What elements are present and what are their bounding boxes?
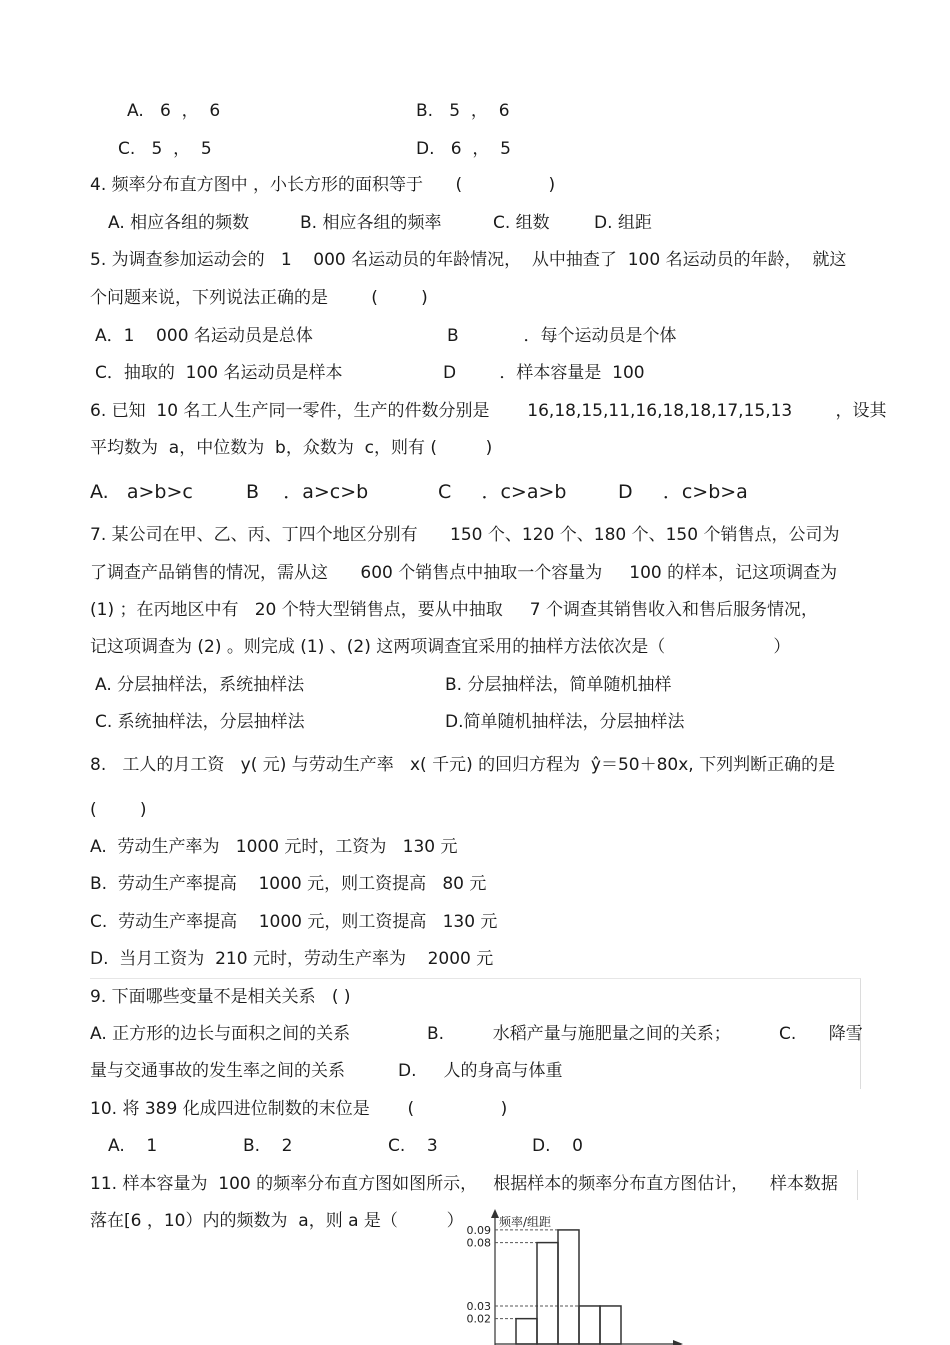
histogram-bar bbox=[558, 1230, 579, 1344]
q7-option-b: B. 分层抽样法，简单随机抽样 bbox=[445, 675, 672, 695]
q7-stem-line2: 了调查产品销售的情况，需从这 600 个销售点中抽取一个容量为 100 的样本，记这项调查为 bbox=[90, 563, 838, 583]
q10-option-b: B. 2 bbox=[243, 1136, 293, 1156]
y-tick-label: 0.03 bbox=[466, 1299, 491, 1313]
q6-option-c: C ．c>a>b bbox=[438, 481, 567, 503]
q7-stem-line3: (1) ；在丙地区中有 20 个特大型销售点，要从中抽取 7 个调查其销售收入和售后服务情况， bbox=[90, 600, 818, 620]
histogram-bar bbox=[579, 1306, 600, 1344]
histogram-bar bbox=[516, 1319, 537, 1344]
q9-option-c-cont: 量与交通事故的发生率之间的关系 bbox=[90, 1061, 345, 1081]
q10-stem: 10. 将 389 化成四进位制数的末位是 ( ) bbox=[90, 1099, 508, 1119]
q3-option-a: A. 6 ， 6 bbox=[127, 101, 221, 121]
q7-option-d: D.简单随机抽样法，分层抽样法 bbox=[445, 712, 685, 732]
q5-option-d: D ．样本容量是 100 bbox=[443, 363, 645, 383]
q9-option-c: C. 降雪 bbox=[779, 1024, 863, 1044]
q6-stem-line2: 平均数为 a，中位数为 b，众数为 c，则有 ( ) bbox=[90, 438, 493, 458]
q3-option-d: D. 6 ， 5 bbox=[416, 139, 511, 159]
q5-stem-line2: 个问题来说，下列说法正确的是 ( ) bbox=[90, 288, 428, 308]
q11-stem-line2: 落在[6 ，10）内的频数为 a，则 a 是（ ） bbox=[90, 1211, 464, 1231]
q4-option-a: A. 相应各组的频数 bbox=[108, 213, 250, 233]
q10-option-a: A. 1 bbox=[108, 1136, 158, 1156]
q11-frame-edge bbox=[857, 1170, 858, 1200]
q3-option-c: C. 5 ， 5 bbox=[118, 139, 212, 159]
q6-option-a: A. a>b>c bbox=[90, 481, 193, 503]
q10-option-c: C. 3 bbox=[388, 1136, 438, 1156]
q8-option-c: C. 劳动生产率提高 1000 元，则工资提高 130 元 bbox=[90, 912, 498, 932]
q9-stem: 9. 下面哪些变量不是相关关系 ( ) bbox=[90, 987, 351, 1007]
y-tick-label: 0.08 bbox=[466, 1236, 491, 1250]
q7-stem-line1: 7. 某公司在甲、乙、丙、丁四个地区分别有 150 个、120 个、180 个、150 个销售点，公司为 bbox=[90, 525, 840, 545]
q10-option-d: D. 0 bbox=[532, 1136, 583, 1156]
q9-option-a: A. 正方形的边长与面积之间的关系 bbox=[90, 1024, 351, 1044]
histogram-bar bbox=[537, 1243, 558, 1344]
q8-option-a: A. 劳动生产率为 1000 元时，工资为 130 元 bbox=[90, 837, 458, 857]
x-axis-arrow-icon bbox=[673, 1340, 683, 1345]
q9-option-d: D. 人的身高与体重 bbox=[398, 1061, 563, 1081]
q8-stem-line1: 8. 工人的月工资 y( 元) 与劳动生产率 x( 千元) 的回归方程为 ŷ＝50＋80x, 下列判断正确的是 bbox=[90, 755, 836, 775]
y-axis-label: 频率/组距 bbox=[499, 1215, 552, 1229]
q11-stem-line1: 11. 样本容量为 100 的频率分布直方图如图所示， 根据样本的频率分布直方图估计， 样本数据 bbox=[90, 1174, 838, 1194]
q8-stem-line2: ( ) bbox=[90, 800, 147, 820]
q6-stem-line1: 6. 已知 10 名工人生产同一零件，生产的件数分别是 16,18,15,11,16,18,18,17,15,13 ，设其 bbox=[90, 401, 887, 421]
q6-option-b: B ．a>c>b bbox=[246, 481, 369, 503]
q5-option-a: A．1 000 名运动员是总体 bbox=[95, 326, 313, 346]
q9-option-b: B. 水稻产量与施肥量之间的关系； bbox=[427, 1024, 731, 1044]
frequency-histogram bbox=[455, 1208, 690, 1345]
q5-option-c: C．抽取的 100 名运动员是样本 bbox=[95, 363, 343, 383]
q4-option-b: B. 相应各组的频率 bbox=[300, 213, 442, 233]
q4-option-c: C. 组数 bbox=[493, 213, 550, 233]
q4-stem: 4. 频率分布直方图中 ，小长方形的面积等于 ( ) bbox=[90, 175, 556, 195]
q6-option-d: D ．c>b>a bbox=[618, 481, 748, 503]
q5-option-b: B ．每个运动员是个体 bbox=[447, 326, 677, 346]
q8-option-d: D. 当月工资为 210 元时，劳动生产率为 2000 元 bbox=[90, 949, 494, 969]
q3-option-b: B. 5 ， 6 bbox=[416, 101, 510, 121]
q7-option-a: A. 分层抽样法，系统抽样法 bbox=[95, 675, 305, 695]
q7-option-c: C. 系统抽样法，分层抽样法 bbox=[95, 712, 305, 732]
y-tick-label: 0.02 bbox=[466, 1312, 491, 1326]
q7-stem-line4: 记这项调查为 (2) 。则完成 (1) 、(2) 这两项调查宜采用的抽样方法依次是（ ） bbox=[90, 637, 791, 657]
histogram-bar bbox=[600, 1306, 621, 1344]
y-axis-arrow-icon bbox=[491, 1209, 499, 1218]
q4-option-d: D. 组距 bbox=[594, 213, 652, 233]
y-tick-label: 0.09 bbox=[466, 1223, 491, 1237]
q5-stem-line1: 5. 为调查参加运动会的 1 000 名运动员的年龄情况， 从中抽查了 100 名运动员的年龄， 就这 bbox=[90, 250, 847, 270]
q8-option-b: B. 劳动生产率提高 1000 元，则工资提高 80 元 bbox=[90, 874, 487, 894]
